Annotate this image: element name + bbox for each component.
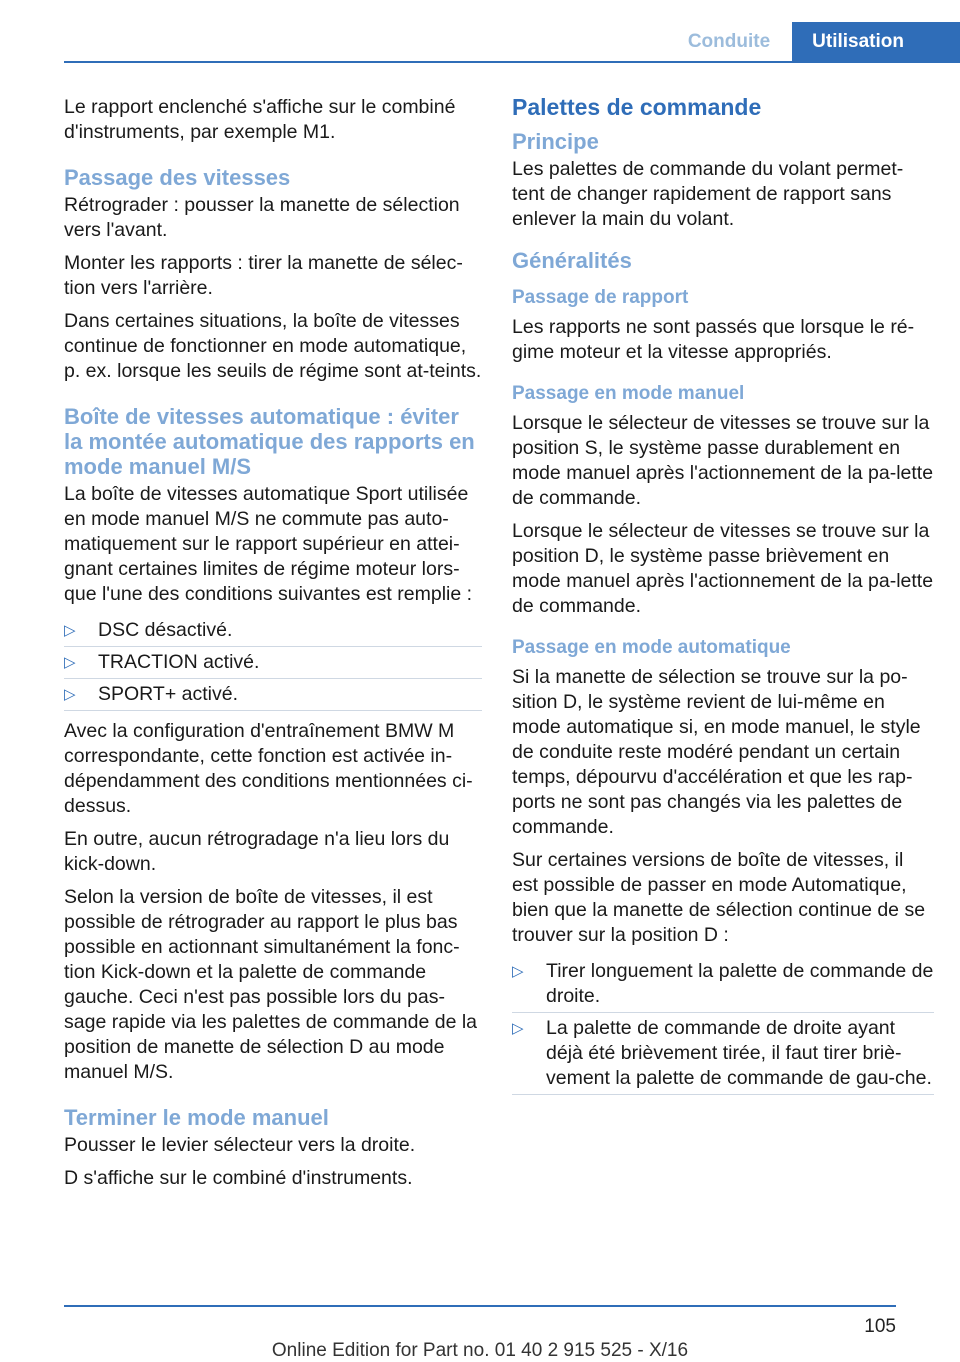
list-item-text: DSC désactivé.	[98, 619, 233, 641]
list-item-text: Tirer longuement la palette de commande de droite.	[546, 960, 934, 1007]
section-title-passage: Passage des vitesses	[64, 165, 291, 190]
subsection-title-principe: Principe	[512, 129, 599, 154]
paragraph: Dans certaines situations, la boîte de vitesses continue de fonctionner en mode automatique, p. ex. lorsque les seuils de régime sont at‐teints.	[64, 310, 482, 382]
edition-footer: Online Edition for Part no. 01 40 2 915 525 - X/16	[271, 1340, 689, 1361]
list-item	[64, 679, 482, 711]
header-tabs	[666, 22, 960, 62]
paragraph: La boîte de vitesses automatique Sport utilisée en mode manuel M/S ne commute pas auto‐matiquement sur le rapport supérieur en attei‐gnant certaines limites de régime moteur lors‐que l'une des conditions suivantes est remplie :	[64, 483, 473, 605]
paragraph: Monter les rapports : tirer la manette de sélec‐tion vers l'arrière.	[64, 252, 463, 299]
bullet-triangle-icon: ▷	[64, 686, 76, 703]
header-rule	[64, 61, 960, 63]
list-item	[64, 615, 482, 647]
bullet-triangle-icon: ▷	[64, 622, 76, 639]
right-column	[512, 95, 934, 1103]
list-item	[64, 647, 482, 679]
left-column	[64, 95, 482, 1199]
list-item-text: TRACTION activé.	[98, 651, 260, 673]
paragraph: D s'affiche sur le combiné d'instruments.	[64, 1167, 413, 1189]
footer-rule	[64, 1305, 896, 1307]
condition-list	[64, 615, 482, 711]
paragraph: Si la manette de sélection se trouve sur la po‐sition D, le système revient de lui-même en mode automatique si, en mode manuel, le style de conduite reste modéré pendant un certain temps, dépourvu d'accélération et que les rap‐ports ne sont pas changés via les palettes de commande.	[512, 666, 921, 838]
paragraph: Selon la version de boîte de vitesses, il est possible de rétrograder au rapport le plus bas possible en actionnant simultanément la fonc‐tion Kick-down et la palette de commande gauche. Ceci n'est pas possible lors du pas‐sage rapide via les palettes de commande de la position de manette de sélection D au mode manuel M/S.	[64, 886, 478, 1083]
tab-conduite[interactable]: Conduite	[687, 31, 771, 52]
bullet-triangle-icon: ▷	[512, 1020, 524, 1037]
list-item-text: SPORT+ activé.	[98, 683, 238, 705]
paragraph: Lorsque le sélecteur de vitesses se trouve sur la position D, le système passe brièvement en mode manuel après l'actionnement de la pa‐lette de commande.	[512, 520, 934, 617]
list-item	[512, 956, 934, 1013]
paragraph: Rétrograder : pousser la manette de sélection vers l'avant.	[64, 194, 460, 241]
bullet-triangle-icon: ▷	[512, 963, 524, 980]
section-title-terminer: Terminer le mode manuel	[64, 1105, 329, 1130]
section-title-boite: Boîte de vitesses automatique : éviter la montée automatique des rapports en mode manuel M/S	[64, 404, 475, 479]
page-number: 105	[864, 1316, 896, 1337]
tab-utilisation[interactable]: Utilisation	[792, 22, 960, 62]
list-item-text: La palette de commande de droite ayant déjà été brièvement tirée, il faut tirer briè‐vement la palette de commande de gau‐che.	[546, 1017, 932, 1089]
paragraph: Sur certaines versions de boîte de vitesses, il est possible de passer en mode Automatique, bien que la manette de sélection continue de se trouver sur la position D :	[512, 849, 926, 946]
subheading-mode-manuel: Passage en mode manuel	[512, 383, 745, 404]
paragraph: Avec la configuration d'entraînement BMW M correspondante, cette fonction est activée in‐dépendamment des conditions mentionnées ci-dessus.	[64, 720, 473, 817]
section-title-palettes: Palettes de commande	[512, 94, 762, 120]
intro-paragraph: Le rapport enclenché s'affiche sur le combiné d'instruments, par exemple M1.	[64, 96, 456, 143]
subheading-passage-rapport: Passage de rapport	[512, 287, 689, 308]
list-item	[512, 1013, 934, 1095]
instruction-list	[512, 956, 934, 1095]
paragraph: Les palettes de commande du volant permet‐tent de changer rapidement de rapport sans enlever la main du volant.	[512, 158, 904, 230]
paragraph: Les rapports ne sont passés que lorsque le ré‐gime moteur et la vitesse appropriés.	[512, 316, 915, 363]
subheading-mode-automatique: Passage en mode automatique	[512, 637, 791, 658]
paragraph: Pousser le levier sélecteur vers la droite.	[64, 1134, 416, 1156]
subsection-title-generalites: Généralités	[512, 248, 632, 273]
paragraph: Lorsque le sélecteur de vitesses se trouve sur la position S, le système passe durablement en mode manuel après l'actionnement de la pa‐lette de commande.	[512, 412, 934, 509]
bullet-triangle-icon: ▷	[64, 654, 76, 671]
paragraph: En outre, aucun rétrogradage n'a lieu lors du kick-down.	[64, 828, 450, 875]
